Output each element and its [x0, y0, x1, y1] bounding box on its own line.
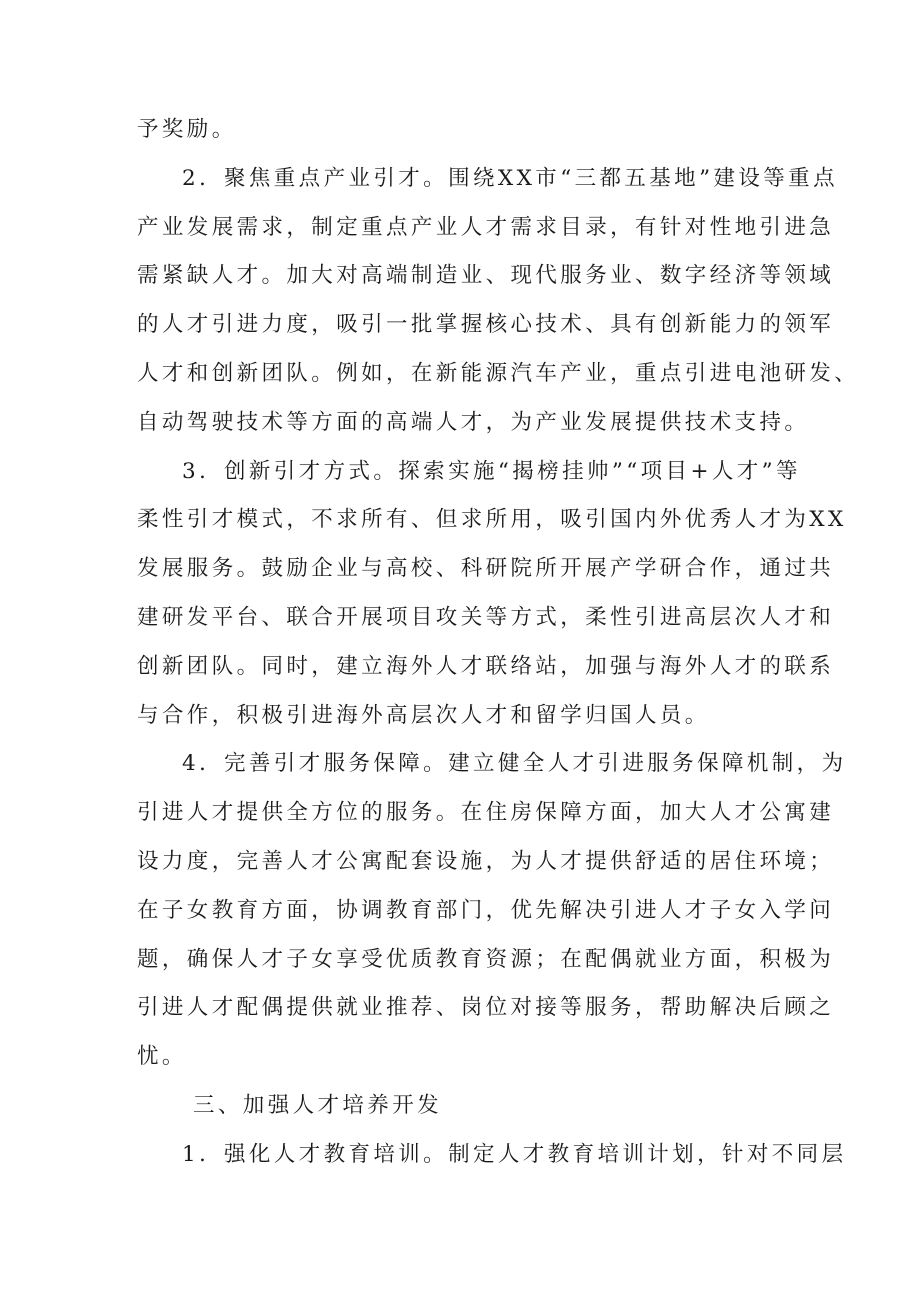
text-line: 建研发平台、联合开展项目攻关等方式，柔性引进高层次人才和 [137, 604, 835, 630]
text-line: 在子女教育方面，协调教育部门，优先解决引进人才子女入学问 [137, 897, 835, 923]
text-line: 柔性引才模式，不求所有、但求所用，吸引国内外优秀人才为XX [137, 507, 847, 533]
text-line: 予奖励。 [137, 117, 237, 142]
paragraph-item-1-line: 1．强化人才教育培训。制定人才教育培训计划，针对不同层 [182, 1141, 847, 1167]
text-line: 与合作，积极引进海外高层次人才和留学归国人员。 [137, 702, 710, 728]
body-text [137, 106, 860, 1180]
text-line: 引进人才配偶提供就业推荐、岗位对接等服务，帮助解决后顾之 [137, 995, 835, 1021]
text-line: 产业发展需求，制定重点产业人才需求目录，有针对性地引进急 [137, 214, 835, 240]
text-line: 引进人才提供全方位的服务。在住房保障方面，加大人才公寓建 [137, 800, 835, 826]
paragraph-item-4-line: 4．完善引才服务保障。建立健全人才引进服务保障机制，为 [182, 751, 847, 777]
text-line: 创新团队。同时，建立海外人才联络站，加强与海外人才的联系 [137, 653, 835, 679]
text-line: 需紧缺人才。加大对高端制造业、现代服务业、数字经济等领域 [137, 263, 835, 289]
text-line: 发展服务。鼓励企业与高校、科研院所开展产学研合作，通过共 [137, 556, 835, 582]
paragraph-item-2-line: 2．聚焦重点产业引才。围绕XX市“三都五基地”建设等重点 [182, 165, 838, 191]
text-line: 自动驾驶技术等方面的高端人才，为产业发展提供技术支持。 [137, 409, 810, 435]
section-heading: 三、加强人才培养开发 [193, 1092, 443, 1118]
text-line: 人才和创新团队。例如，在新能源汽车产业，重点引进电池研发、 [137, 360, 860, 386]
text-line: 设力度，完善人才公寓配套设施，为人才提供舒适的居住环境； [137, 848, 835, 874]
paragraph-item-3-line: 3．创新引才方式。探索实施“揭榜挂帅”“项目+人才”等 [182, 458, 801, 484]
text-line: 的人才引进力度，吸引一批掌握核心技术、具有创新能力的领军 [137, 312, 835, 338]
text-line: 忧。 [137, 1044, 187, 1070]
text-line: 题，确保人才子女享受优质教育资源；在配偶就业方面，积极为 [137, 946, 835, 972]
